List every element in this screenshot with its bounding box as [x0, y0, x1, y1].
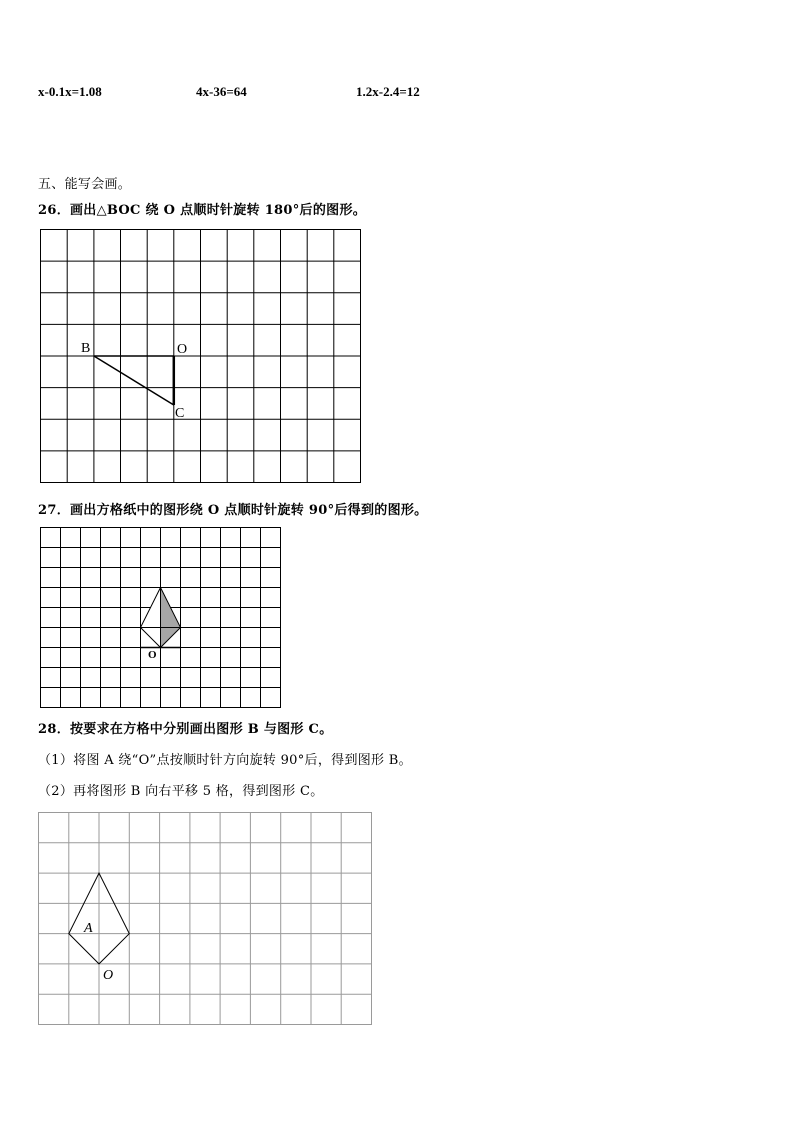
- q27-grid-figure: [36, 524, 286, 710]
- question-28-text: 28．按要求在方格中分别画出图形 B 与图形 C。: [38, 722, 333, 737]
- question-28-sub1: （1）将图 A 绕“O”点按顺时针方向旋转 90°后，得到图形 B。: [38, 753, 412, 768]
- label-a: A: [84, 921, 93, 936]
- q27-shape: [141, 588, 181, 648]
- equation-1: x-0.1x=1.08: [38, 84, 102, 99]
- label-o: O: [103, 968, 114, 983]
- q28-grid-figure: [36, 810, 372, 1026]
- question-28-sub2: （2）再将图形 B 向右平移 5 格，得到图形 C。: [38, 784, 324, 799]
- question-26-text: 26．画出△BOC 绕 O 点顺时针旋转 180°后的图形。: [38, 203, 367, 218]
- triangle-boc: [94, 356, 174, 405]
- equation-2: 4x-36=64: [196, 84, 247, 99]
- label-o: O: [148, 649, 157, 661]
- equation-3: 1.2x-2.4=12: [356, 84, 420, 99]
- question-27-text: 27．画出方格纸中的图形绕 O 点顺时针旋转 90°后得到的图形。: [38, 503, 428, 518]
- label-c: C: [175, 406, 185, 421]
- q28-grid: [39, 813, 372, 1025]
- q26-grid: [41, 230, 361, 483]
- q26-grid-figure: [36, 226, 366, 486]
- label-o: O: [177, 342, 188, 357]
- section-title: 五、能写会画。: [38, 177, 132, 192]
- label-b: B: [81, 341, 91, 356]
